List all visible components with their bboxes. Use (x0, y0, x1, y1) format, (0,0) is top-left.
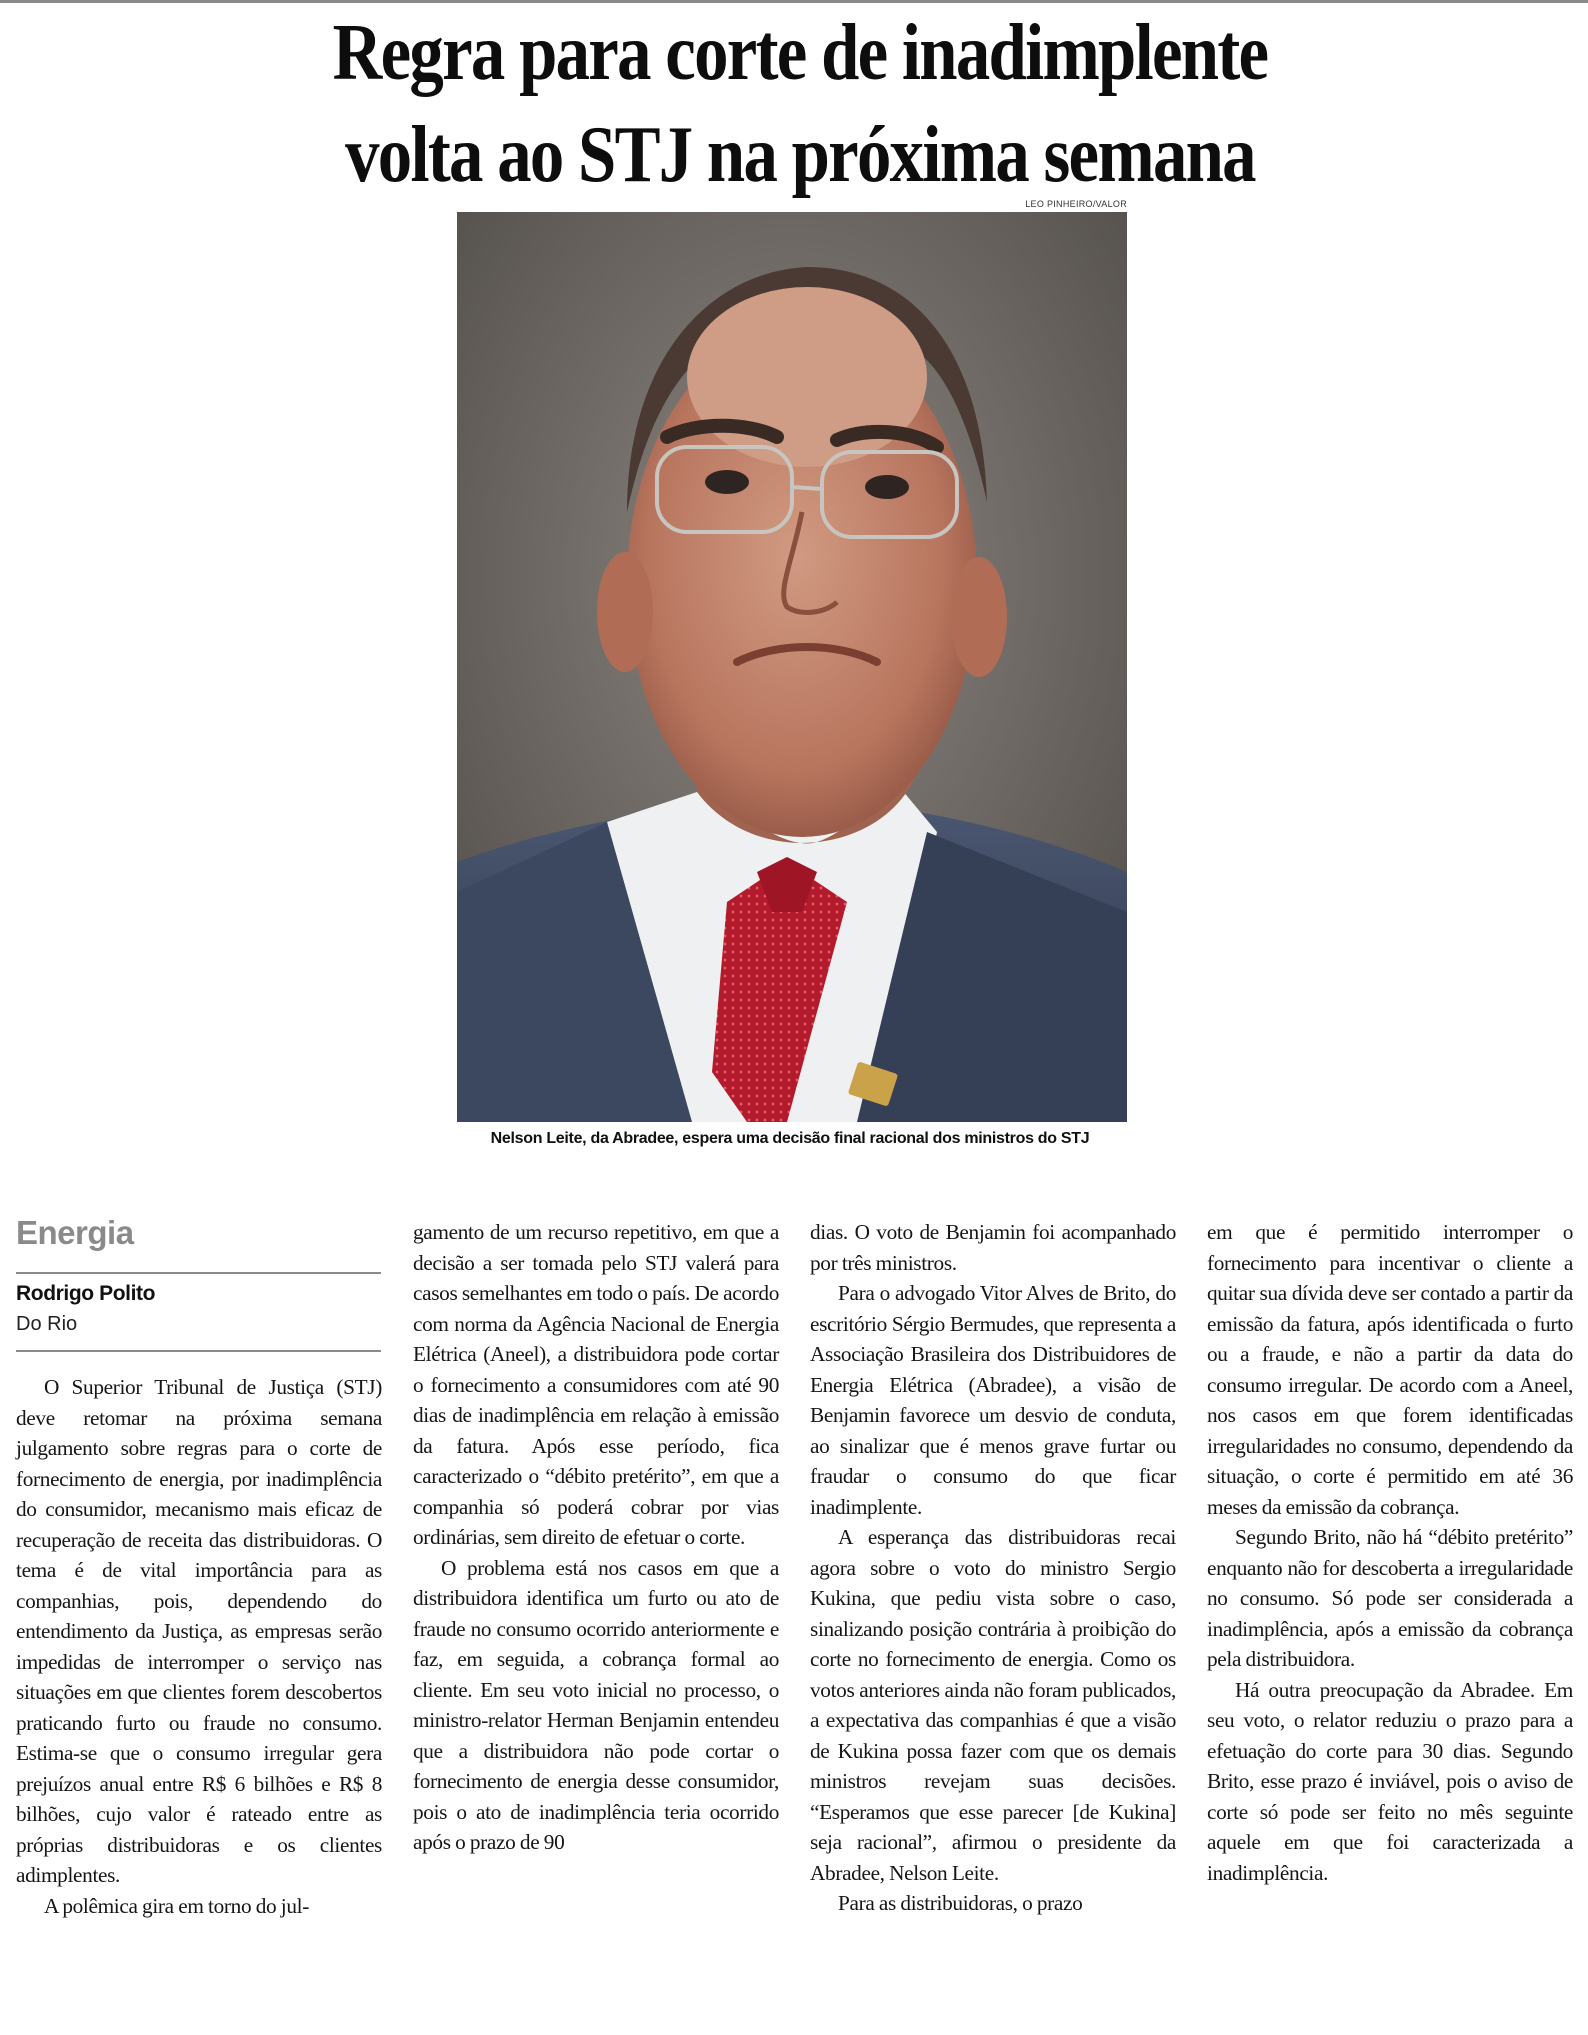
headline-line-2: volta ao STJ na próxima semana (345, 111, 1255, 199)
portrait-photo (457, 212, 1127, 1122)
paragraph: A polêmica gira em torno do jul- (44, 1893, 309, 1918)
article-column-2 (413, 1217, 779, 1858)
article-column-3 (810, 1217, 1176, 1919)
paragraph: O Superior Tribunal de Justiça (STJ) deve retomar na próxima semana julgamento sobre regras para o corte de fornecimento de energia, por inadimplência do consumidor, mecanismo mais eficaz de recuperação de receita das distribuidoras. O tema é de vital importância para as companhias, pois, dependendo do entendimento da Justiça, as empresas serão impedidas de interromper o serviço nas situações em que clientes forem descobertos praticando furto ou fraude no consumo. Estima-se que o consumo irregular gera prejuízos anual entre R$ 6 bilhões e R$ 8 bilhões, cujo valor é rateado entre as próprias distribuidoras e os clientes adimplentes. (16, 1375, 382, 1887)
section-tag: Energia (16, 1214, 134, 1251)
paragraph: Segundo Brito, não há “débito pretérito” enquanto não for descoberta a irregularidade no consumo. Só pode ser considerada a inadimplência, após a emissão da cobrança pela distribuidora. (1207, 1525, 1573, 1671)
paragraph: Há outra preocupação da Abradee. Em seu voto, o relator reduziu o prazo para a efetuação do corte para 30 dias. Segundo Brito, esse prazo é inviável, pois o aviso de corte só pode ser feito no mês seguinte aquele em que foi caracterizada a inadimplência. (1207, 1677, 1573, 1885)
paragraph: O problema está nos casos em que a distribuidora identifica um furto ou ato de fraude no consumo ocorrido anteriormente e faz, em seguida, a cobrança formal ao cliente. Em seu voto inicial no processo, o ministro-relator Herman Benjamin entendeu que a distribuidora não pode cortar o fornecimento de energia desse consumidor, pois o ato de inadimplência teria ocorrido após o prazo de 90 (413, 1555, 779, 1854)
paragraph: A esperança das distribuidoras recai agora sobre o voto do ministro Sergio Kukina, que pediu vista sobre o caso, sinalizando posição contrária à proibição do corte no fornecimento de energia. Como os votos anteriores ainda não foram publicados, a expectativa das companhias é que a visão de Kukina possa fazer com que os demais ministros revejam suas decisões. “Esperamos que esse parecer [de Kukina] seja racional”, afirmou o presidente da Abradee, Nelson Leite. (810, 1525, 1176, 1885)
headline (241, 2, 1359, 206)
photo-caption: Nelson Leite, da Abradee, espera uma decisão final racional dos ministros do STJ (490, 1130, 1090, 1147)
paragraph: dias. O voto de Benjamin foi acompanhado por três ministros. (810, 1220, 1176, 1275)
paragraph: Para as distribuidoras, o prazo (838, 1891, 1083, 1915)
author-byline: Rodrigo Polito (16, 1282, 156, 1305)
paragraph: em que é permitido interromper o fornecimento para incentivar o cliente a quitar sua dívida deve ser contado a partir da emissão da fatura, após identificada o furto ou a fraude, e não a partir da data do consumo irregular. De acordo com a Aneel, nos casos em que forem identificadas irregularidades no consumo, dependendo da situação, o corte é permitido em até 36 meses da emissão da cobrança. (1207, 1220, 1573, 1519)
byline-rule (16, 1350, 381, 1352)
headline-line-1: Regra para corte de inadimplente (332, 9, 1268, 97)
article-column-4 (1207, 1217, 1573, 1888)
section-rule (16, 1272, 381, 1274)
dateline: Do Rio (16, 1313, 78, 1335)
photo-credit: LEO PINHEIRO/VALOR (1025, 199, 1127, 209)
article-column-1 (16, 1372, 382, 1921)
paragraph: Para o advogado Vitor Alves de Brito, do escritório Sérgio Bermudes, que representa a Associação Brasileira dos Distribuidores de Energia Elétrica (Abradee), a visão de Benjamin favorece um desvio de conduta, ao sinalizar que é menos grave furtar ou fraudar o consumo do que ficar inadimplente. (810, 1281, 1176, 1519)
paragraph: gamento de um recurso repetitivo, em que a decisão a ser tomada pelo STJ valerá para casos semelhantes em todo o país. De acordo com norma da Agência Nacional de Energia Elétrica (Aneel), a distribuidora pode cortar o fornecimento a consumidores com até 90 dias de inadimplência em relação à emissão da fatura. Após esse período, fica caracterizado o “débito pretérito”, em que a companhia só poderá cobrar por vias ordinárias, sem direito de efetuar o corte. (413, 1220, 779, 1549)
